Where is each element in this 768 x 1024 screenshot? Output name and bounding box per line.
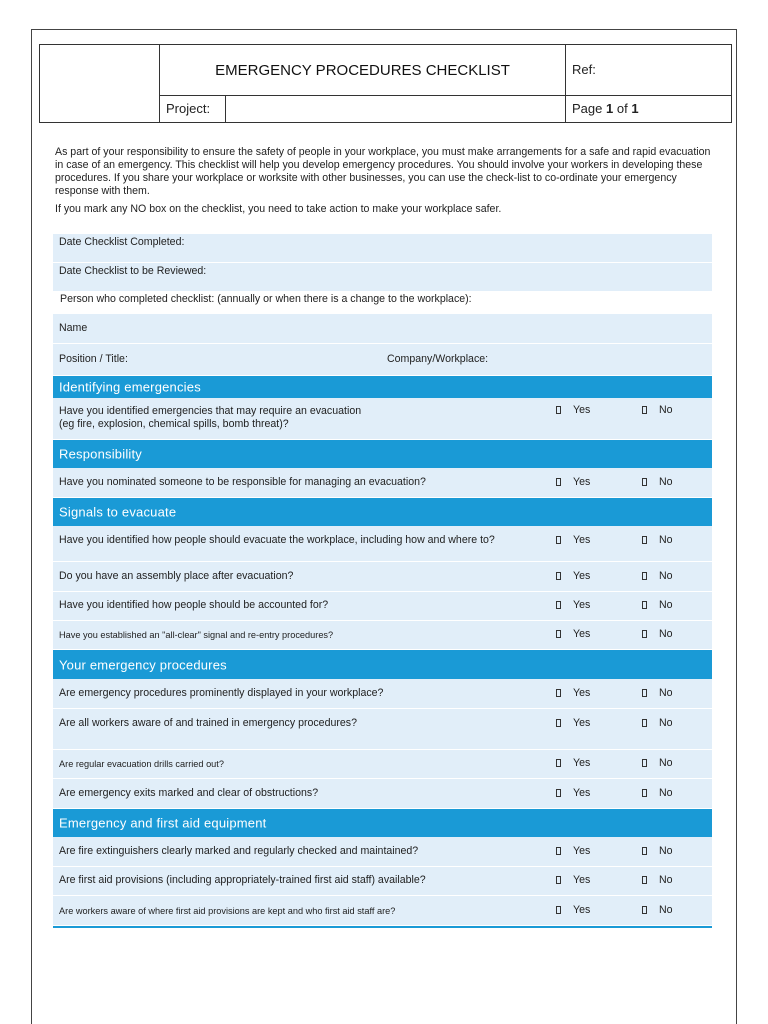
project-input[interactable] bbox=[226, 96, 566, 122]
question-text: Have you nominated someone to be responsible for managing an evacuation? bbox=[59, 476, 426, 488]
yes-label: Yes bbox=[573, 904, 591, 916]
yes-checkbox[interactable] bbox=[556, 717, 590, 729]
yes-checkbox[interactable] bbox=[556, 534, 590, 546]
checkbox-icon bbox=[556, 601, 561, 609]
yes-checkbox[interactable] bbox=[556, 628, 590, 640]
name-field[interactable] bbox=[53, 314, 712, 344]
yes-checkbox[interactable] bbox=[556, 404, 590, 416]
checkbox-icon bbox=[642, 406, 647, 414]
checkbox-icon bbox=[642, 719, 647, 727]
yes-checkbox[interactable] bbox=[556, 570, 590, 582]
section-title: Identifying emergencies bbox=[59, 379, 201, 395]
checkbox-icon bbox=[642, 759, 647, 767]
checklist bbox=[53, 234, 712, 928]
ref-field[interactable] bbox=[566, 45, 731, 96]
checkbox-icon bbox=[556, 719, 561, 727]
checklist-item bbox=[53, 709, 712, 750]
checkbox-icon bbox=[556, 630, 561, 638]
no-label: No bbox=[659, 534, 673, 546]
ref-label: Ref: bbox=[572, 62, 596, 77]
intro-text bbox=[55, 146, 715, 221]
checkbox-icon bbox=[642, 536, 647, 544]
question-text: Are all workers aware of and trained in emergency procedures? bbox=[59, 717, 357, 729]
yes-checkbox[interactable] bbox=[556, 757, 590, 769]
checkbox-icon bbox=[556, 759, 561, 767]
no-label: No bbox=[659, 628, 673, 640]
company-label: Company/Workplace: bbox=[387, 353, 489, 365]
no-label: No bbox=[659, 404, 673, 416]
section-identifying-emergencies bbox=[53, 376, 712, 398]
document-header bbox=[39, 44, 732, 123]
section-responsibility bbox=[53, 440, 712, 468]
no-checkbox[interactable] bbox=[642, 687, 673, 699]
checkbox-icon bbox=[642, 478, 647, 486]
yes-label: Yes bbox=[573, 534, 591, 546]
question-text: Have you established an "all-clear" signal and re-entry procedures? bbox=[59, 630, 334, 640]
checkbox-icon bbox=[642, 906, 647, 914]
question-text: Are emergency procedures prominently displayed in your workplace? bbox=[59, 687, 384, 699]
date-completed-label: Date Checklist Completed: bbox=[59, 236, 185, 248]
no-label: No bbox=[659, 599, 673, 611]
no-checkbox[interactable] bbox=[642, 874, 673, 886]
checklist-item bbox=[53, 621, 712, 650]
checkbox-icon bbox=[556, 478, 561, 486]
checklist-item bbox=[53, 592, 712, 621]
question-text: Are first aid provisions (including appropriately-trained first aid staff) available? bbox=[59, 874, 426, 886]
checklist-item bbox=[53, 562, 712, 592]
yes-checkbox[interactable] bbox=[556, 904, 590, 916]
no-label: No bbox=[659, 874, 673, 886]
question-text: Have you identified emergencies that may require an evacuation (eg fire, explosion, chemical spills, bomb threat)? bbox=[59, 405, 362, 430]
no-label: No bbox=[659, 757, 673, 769]
yes-checkbox[interactable] bbox=[556, 787, 590, 799]
yes-label: Yes bbox=[573, 687, 591, 699]
yes-label: Yes bbox=[573, 874, 591, 886]
checkbox-icon bbox=[556, 847, 561, 855]
yes-label: Yes bbox=[573, 845, 591, 857]
checkbox-icon bbox=[556, 689, 561, 697]
page-total: 1 bbox=[631, 101, 639, 116]
section-title: Your emergency procedures bbox=[59, 657, 227, 672]
checklist-item bbox=[53, 526, 712, 562]
yes-label: Yes bbox=[573, 787, 591, 799]
question-text: Have you identified how people should evacuate the workplace, including how and where to? bbox=[59, 534, 495, 546]
date-reviewed-field[interactable] bbox=[53, 263, 712, 292]
checkbox-icon bbox=[642, 572, 647, 580]
yes-label: Yes bbox=[573, 717, 591, 729]
no-checkbox[interactable] bbox=[642, 570, 673, 582]
no-checkbox[interactable] bbox=[642, 904, 673, 916]
checkbox-icon bbox=[642, 876, 647, 884]
no-checkbox[interactable] bbox=[642, 599, 673, 611]
no-label: No bbox=[659, 845, 673, 857]
no-label: No bbox=[659, 687, 673, 699]
page-of: of bbox=[616, 101, 628, 116]
yes-checkbox[interactable] bbox=[556, 476, 590, 488]
question-text: Have you identified how people should be accounted for? bbox=[59, 599, 329, 611]
no-checkbox[interactable] bbox=[642, 845, 673, 857]
no-checkbox[interactable] bbox=[642, 717, 673, 729]
section-title: Emergency and first aid equipment bbox=[59, 815, 267, 831]
date-reviewed-label: Date Checklist to be Reviewed: bbox=[59, 265, 207, 277]
name-label: Name bbox=[59, 322, 88, 334]
no-checkbox[interactable] bbox=[642, 476, 673, 488]
no-label: No bbox=[659, 570, 673, 582]
question-text: Are workers aware of where first aid provisions are kept and who first aid staff are? bbox=[59, 906, 396, 916]
question-text: Do you have an assembly place after evacuation? bbox=[59, 570, 294, 582]
question-text: Are fire extinguishers clearly marked and regularly checked and maintained? bbox=[59, 845, 419, 857]
logo-cell bbox=[40, 45, 160, 122]
checklist-item bbox=[53, 398, 712, 440]
no-checkbox[interactable] bbox=[642, 757, 673, 769]
yes-label: Yes bbox=[573, 599, 591, 611]
checkbox-icon bbox=[556, 536, 561, 544]
page-number bbox=[566, 96, 731, 122]
person-completed-label: Person who completed checklist: (annually or when there is a change to the workplace): bbox=[60, 293, 472, 305]
page-prefix: Page bbox=[572, 101, 603, 116]
section-emergency-first-aid-equipment bbox=[53, 809, 712, 837]
checkbox-icon bbox=[642, 847, 647, 855]
checklist-item bbox=[53, 468, 712, 498]
checklist-item bbox=[53, 750, 712, 779]
no-checkbox[interactable] bbox=[642, 628, 673, 640]
question-text: Are regular evacuation drills carried out? bbox=[59, 759, 224, 769]
checkbox-icon bbox=[642, 601, 647, 609]
yes-label: Yes bbox=[573, 404, 591, 416]
question-text: Are emergency exits marked and clear of obstructions? bbox=[59, 787, 319, 799]
checkbox-icon bbox=[556, 906, 561, 914]
checkbox-icon bbox=[556, 406, 561, 414]
yes-label: Yes bbox=[573, 476, 591, 488]
yes-checkbox[interactable] bbox=[556, 845, 590, 857]
checklist-item bbox=[53, 867, 712, 896]
section-your-emergency-procedures bbox=[53, 650, 712, 679]
document-title: EMERGENCY PROCEDURES CHECKLIST bbox=[160, 45, 566, 96]
checkbox-icon bbox=[642, 630, 647, 638]
no-checkbox[interactable] bbox=[642, 404, 673, 416]
no-label: No bbox=[659, 476, 673, 488]
no-label: No bbox=[659, 717, 673, 729]
checkbox-icon bbox=[556, 572, 561, 580]
checklist-item bbox=[53, 679, 712, 709]
yes-checkbox[interactable] bbox=[556, 687, 590, 699]
section-title: Signals to evacuate bbox=[59, 504, 177, 520]
no-checkbox[interactable] bbox=[642, 534, 673, 546]
yes-checkbox[interactable] bbox=[556, 599, 590, 611]
section-title: Responsibility bbox=[59, 446, 143, 462]
page-current: 1 bbox=[606, 101, 614, 116]
position-company-row[interactable] bbox=[53, 344, 712, 376]
no-checkbox[interactable] bbox=[642, 787, 673, 799]
section-signals-to-evacuate bbox=[53, 498, 712, 526]
checkbox-icon bbox=[556, 789, 561, 797]
checkbox-icon bbox=[556, 876, 561, 884]
checklist-item bbox=[53, 837, 712, 867]
checkbox-icon bbox=[642, 789, 647, 797]
intro-instruction: If you mark any NO box on the checklist, you need to take action to make your workplace safer. bbox=[55, 203, 502, 215]
position-label: Position / Title: bbox=[59, 353, 128, 365]
date-completed-field[interactable] bbox=[53, 234, 712, 263]
no-label: No bbox=[659, 904, 673, 916]
person-completed-row bbox=[53, 292, 712, 314]
checklist-item bbox=[53, 779, 712, 809]
checkbox-icon bbox=[642, 689, 647, 697]
yes-label: Yes bbox=[573, 628, 591, 640]
checklist-item bbox=[53, 896, 712, 926]
yes-label: Yes bbox=[573, 570, 591, 582]
yes-checkbox[interactable] bbox=[556, 874, 590, 886]
no-label: No bbox=[659, 787, 673, 799]
intro-paragraph: As part of your responsibility to ensure the safety of people in your workplace, you must make arrangements for a safe and rapid evacuation in case of an emergency. This checklist will help you develop emergency procedures. You should involve your workers in developing these procedures. If you share your workplace or worksite with other businesses, you can use the check-list to co-ordinate your emergency response with them. bbox=[55, 146, 711, 197]
project-label: Project: bbox=[160, 96, 226, 122]
yes-label: Yes bbox=[573, 757, 591, 769]
table-bottom-rule bbox=[53, 926, 712, 928]
